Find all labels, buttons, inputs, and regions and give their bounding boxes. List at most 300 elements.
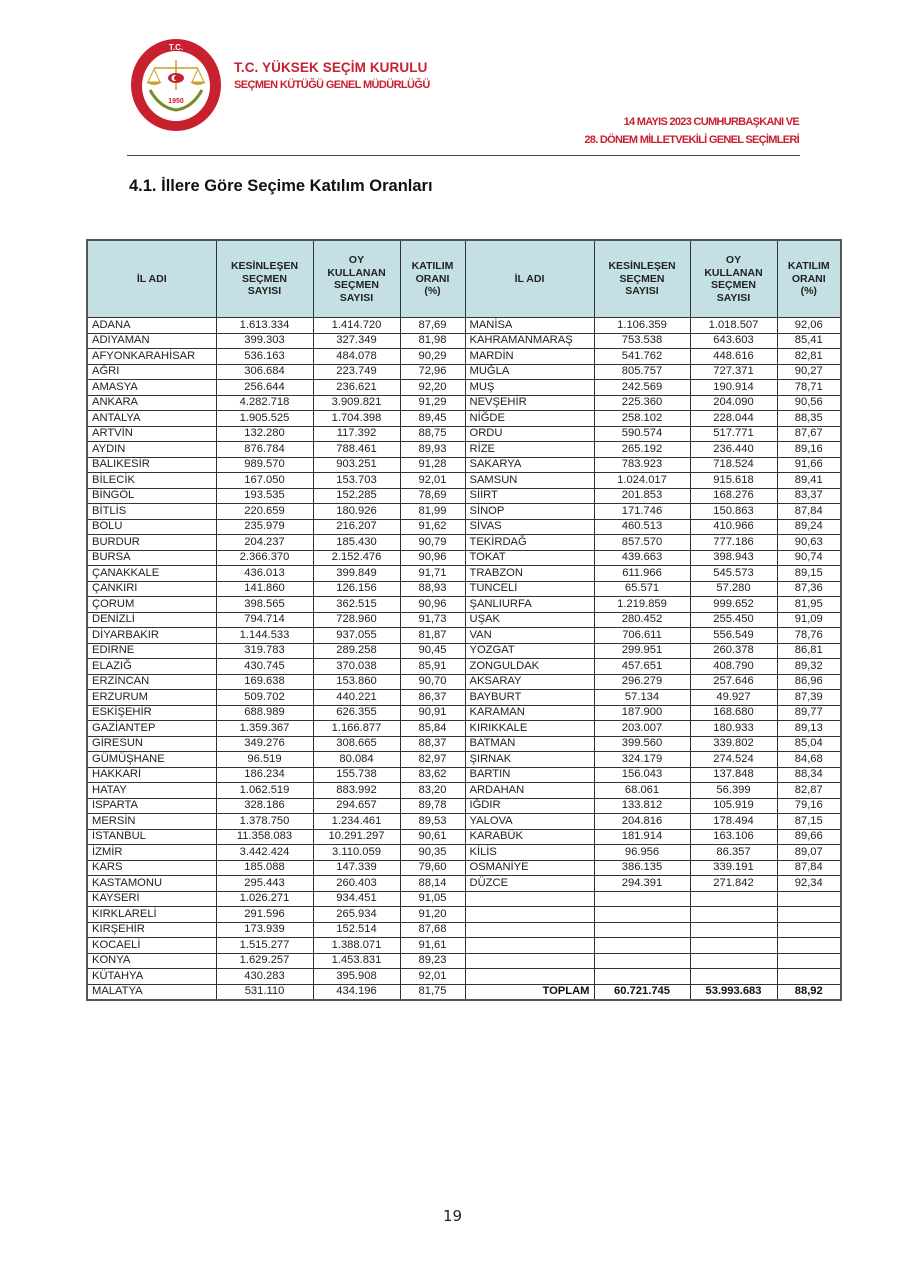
table-row bbox=[87, 845, 841, 861]
cell-registered: 235.979 bbox=[216, 519, 313, 535]
cell-turnout: 81,87 bbox=[400, 628, 465, 644]
cell-registered: 225.360 bbox=[594, 395, 690, 411]
cell-turnout: 90,61 bbox=[400, 829, 465, 845]
cell-name: SİİRT bbox=[465, 488, 594, 504]
cell-voted: 1.234.461 bbox=[313, 814, 400, 830]
table-row bbox=[87, 736, 841, 752]
cell-voted: 399.849 bbox=[313, 566, 400, 582]
empty-cell bbox=[777, 953, 841, 969]
cell-turnout: 89,15 bbox=[777, 566, 841, 582]
cell-registered: 133.812 bbox=[594, 798, 690, 814]
cell-turnout: 89,16 bbox=[777, 442, 841, 458]
cell-voted: 178.494 bbox=[690, 814, 777, 830]
cell-name: MANİSA bbox=[465, 318, 594, 334]
cell-registered: 306.684 bbox=[216, 364, 313, 380]
cell-turnout: 87,67 bbox=[777, 426, 841, 442]
cell-registered: 181.914 bbox=[594, 829, 690, 845]
cell-registered: 185.088 bbox=[216, 860, 313, 876]
cell-turnout: 88,35 bbox=[777, 411, 841, 427]
cell-turnout: 91,66 bbox=[777, 457, 841, 473]
cell-registered: 265.192 bbox=[594, 442, 690, 458]
cell-name: BATMAN bbox=[465, 736, 594, 752]
empty-cell bbox=[777, 891, 841, 907]
cell-turnout: 91,71 bbox=[400, 566, 465, 582]
logo-ring-text: YÜKSEK SEÇİM KURULU bbox=[142, 92, 210, 121]
cell-turnout: 89,23 bbox=[400, 953, 465, 969]
cell-registered: 68.061 bbox=[594, 783, 690, 799]
cell-voted: 223.749 bbox=[313, 364, 400, 380]
table-row bbox=[87, 380, 841, 396]
cell-voted: 448.616 bbox=[690, 349, 777, 365]
cell-registered: 204.237 bbox=[216, 535, 313, 551]
cell-registered: 319.783 bbox=[216, 643, 313, 659]
cell-turnout: 87,39 bbox=[777, 690, 841, 706]
cell-turnout: 89,41 bbox=[777, 473, 841, 489]
cell-turnout: 85,91 bbox=[400, 659, 465, 675]
cell-name: ARTVİN bbox=[87, 426, 216, 442]
cell-registered: 794.714 bbox=[216, 612, 313, 628]
cell-voted: 327.349 bbox=[313, 333, 400, 349]
empty-cell bbox=[465, 891, 594, 907]
cell-turnout: 91,05 bbox=[400, 891, 465, 907]
cell-name: ADANA bbox=[87, 318, 216, 334]
cell-voted: 434.196 bbox=[313, 984, 400, 1000]
cell-registered: 1.359.367 bbox=[216, 721, 313, 737]
cell-name: GAZİANTEP bbox=[87, 721, 216, 737]
cell-registered: 457.651 bbox=[594, 659, 690, 675]
empty-cell bbox=[465, 938, 594, 954]
cell-name: KAYSERİ bbox=[87, 891, 216, 907]
empty-cell bbox=[690, 891, 777, 907]
cell-name: ÇANKIRI bbox=[87, 581, 216, 597]
table-row bbox=[87, 922, 841, 938]
table-row bbox=[87, 628, 841, 644]
cell-name: KIRIKKALE bbox=[465, 721, 594, 737]
cell-voted: 255.450 bbox=[690, 612, 777, 628]
cell-name: GİRESUN bbox=[87, 736, 216, 752]
cell-name: AĞRI bbox=[87, 364, 216, 380]
election-title-line-1: 14 MAYIS 2023 CUMHURBAŞKANI VE bbox=[623, 116, 799, 128]
cell-name: ADIYAMAN bbox=[87, 333, 216, 349]
cell-turnout: 92,34 bbox=[777, 876, 841, 892]
cell-turnout: 90,63 bbox=[777, 535, 841, 551]
cell-voted: 49.927 bbox=[690, 690, 777, 706]
org-title: T.C. YÜKSEK SEÇİM KURULU bbox=[234, 60, 428, 75]
table-row bbox=[87, 674, 841, 690]
table-row bbox=[87, 907, 841, 923]
cell-turnout: 87,69 bbox=[400, 318, 465, 334]
cell-registered: 258.102 bbox=[594, 411, 690, 427]
empty-cell bbox=[690, 938, 777, 954]
cell-registered: 96.956 bbox=[594, 845, 690, 861]
cell-turnout: 84,68 bbox=[777, 752, 841, 768]
table-row bbox=[87, 860, 841, 876]
cell-turnout: 90,79 bbox=[400, 535, 465, 551]
cell-turnout: 89,24 bbox=[777, 519, 841, 535]
cell-name: ISPARTA bbox=[87, 798, 216, 814]
cell-voted: 180.933 bbox=[690, 721, 777, 737]
cell-registered: 1.106.359 bbox=[594, 318, 690, 334]
cell-voted: 934.451 bbox=[313, 891, 400, 907]
cell-name: KARABÜK bbox=[465, 829, 594, 845]
cell-registered: 201.853 bbox=[594, 488, 690, 504]
cell-name: MALATYA bbox=[87, 984, 216, 1000]
cell-name: OSMANİYE bbox=[465, 860, 594, 876]
ysk-emblem-icon bbox=[130, 38, 222, 132]
col-header-voted-2: OY KULLANAN SEÇMEN SAYISI bbox=[690, 240, 777, 318]
cell-registered: 1.062.519 bbox=[216, 783, 313, 799]
table-row bbox=[87, 829, 841, 845]
cell-voted: 274.524 bbox=[690, 752, 777, 768]
cell-name: KAHRAMANMARAŞ bbox=[465, 333, 594, 349]
cell-name: MERSİN bbox=[87, 814, 216, 830]
cell-turnout: 78,76 bbox=[777, 628, 841, 644]
total-voted: 53.993.683 bbox=[690, 984, 777, 1000]
cell-voted: 370.038 bbox=[313, 659, 400, 675]
cell-voted: 484.078 bbox=[313, 349, 400, 365]
cell-name: SAMSUN bbox=[465, 473, 594, 489]
cell-voted: 204.090 bbox=[690, 395, 777, 411]
page-number: 19 bbox=[442, 1207, 463, 1225]
table-row bbox=[87, 473, 841, 489]
cell-turnout: 89,07 bbox=[777, 845, 841, 861]
cell-registered: 173.939 bbox=[216, 922, 313, 938]
cell-turnout: 85,04 bbox=[777, 736, 841, 752]
table-row bbox=[87, 535, 841, 551]
cell-voted: 440.221 bbox=[313, 690, 400, 706]
cell-name: İZMİR bbox=[87, 845, 216, 861]
cell-voted: 728.960 bbox=[313, 612, 400, 628]
empty-cell bbox=[777, 969, 841, 985]
empty-cell bbox=[777, 922, 841, 938]
table-row bbox=[87, 411, 841, 427]
cell-turnout: 90,45 bbox=[400, 643, 465, 659]
table-row bbox=[87, 318, 841, 334]
logo-top-text: T.C. bbox=[168, 43, 184, 52]
cell-name: MUĞLA bbox=[465, 364, 594, 380]
empty-cell bbox=[465, 953, 594, 969]
cell-voted: 185.430 bbox=[313, 535, 400, 551]
col-header-turnout-2: KATILIM ORANI (%) bbox=[777, 240, 841, 318]
cell-registered: 328.186 bbox=[216, 798, 313, 814]
cell-name: SAKARYA bbox=[465, 457, 594, 473]
cell-registered: 349.276 bbox=[216, 736, 313, 752]
cell-registered: 611.966 bbox=[594, 566, 690, 582]
cell-voted: 216.207 bbox=[313, 519, 400, 535]
empty-cell bbox=[777, 938, 841, 954]
cell-registered: 280.452 bbox=[594, 612, 690, 628]
cell-name: ŞANLIURFA bbox=[465, 597, 594, 613]
cell-turnout: 89,78 bbox=[400, 798, 465, 814]
cell-registered: 296.279 bbox=[594, 674, 690, 690]
cell-name: BAYBURT bbox=[465, 690, 594, 706]
cell-registered: 430.745 bbox=[216, 659, 313, 675]
table-row bbox=[87, 612, 841, 628]
cell-turnout: 83,20 bbox=[400, 783, 465, 799]
cell-registered: 299.951 bbox=[594, 643, 690, 659]
cell-registered: 294.391 bbox=[594, 876, 690, 892]
cell-voted: 228.044 bbox=[690, 411, 777, 427]
cell-turnout: 81,98 bbox=[400, 333, 465, 349]
cell-registered: 1.024.017 bbox=[594, 473, 690, 489]
empty-cell bbox=[594, 907, 690, 923]
cell-voted: 1.388.071 bbox=[313, 938, 400, 954]
cell-voted: 626.355 bbox=[313, 705, 400, 721]
col-header-registered: KESİNLEŞEN SEÇMEN SAYISI bbox=[216, 240, 313, 318]
cell-name: BURDUR bbox=[87, 535, 216, 551]
cell-turnout: 88,37 bbox=[400, 736, 465, 752]
election-title-line-2: 28. DÖNEM MİLLETVEKİLİ GENEL SEÇİMLERİ bbox=[584, 134, 799, 146]
cell-name: BARTIN bbox=[465, 767, 594, 783]
cell-voted: 126.156 bbox=[313, 581, 400, 597]
section-title: 4.1. İllere Göre Seçime Katılım Oranları bbox=[129, 177, 433, 195]
cell-voted: 1.704.398 bbox=[313, 411, 400, 427]
cell-voted: 999.652 bbox=[690, 597, 777, 613]
cell-voted: 937.055 bbox=[313, 628, 400, 644]
table-row bbox=[87, 953, 841, 969]
cell-turnout: 89,66 bbox=[777, 829, 841, 845]
cell-name: AFYONKARAHİSAR bbox=[87, 349, 216, 365]
cell-turnout: 88,75 bbox=[400, 426, 465, 442]
cell-voted: 1.166.877 bbox=[313, 721, 400, 737]
cell-registered: 541.762 bbox=[594, 349, 690, 365]
cell-turnout: 89,32 bbox=[777, 659, 841, 675]
col-header-province-2: İL ADI bbox=[465, 240, 594, 318]
cell-turnout: 87,84 bbox=[777, 860, 841, 876]
cell-voted: 408.790 bbox=[690, 659, 777, 675]
col-header-voted: OY KULLANAN SEÇMEN SAYISI bbox=[313, 240, 400, 318]
cell-turnout: 87,68 bbox=[400, 922, 465, 938]
cell-registered: 3.442.424 bbox=[216, 845, 313, 861]
table-row bbox=[87, 690, 841, 706]
cell-registered: 132.280 bbox=[216, 426, 313, 442]
table-row bbox=[87, 891, 841, 907]
table-row bbox=[87, 938, 841, 954]
table-row bbox=[87, 798, 841, 814]
cell-turnout: 91,61 bbox=[400, 938, 465, 954]
cell-turnout: 87,15 bbox=[777, 814, 841, 830]
cell-registered: 399.303 bbox=[216, 333, 313, 349]
cell-voted: 153.860 bbox=[313, 674, 400, 690]
cell-turnout: 89,77 bbox=[777, 705, 841, 721]
cell-name: SİNOP bbox=[465, 504, 594, 520]
cell-registered: 805.757 bbox=[594, 364, 690, 380]
cell-registered: 1.515.277 bbox=[216, 938, 313, 954]
table-row bbox=[87, 876, 841, 892]
cell-name: ANKARA bbox=[87, 395, 216, 411]
cell-name: ERZİNCAN bbox=[87, 674, 216, 690]
cell-turnout: 92,01 bbox=[400, 473, 465, 489]
empty-cell bbox=[690, 922, 777, 938]
table-row bbox=[87, 550, 841, 566]
cell-registered: 1.378.750 bbox=[216, 814, 313, 830]
cell-name: KIRŞEHİR bbox=[87, 922, 216, 938]
turnout-table bbox=[86, 239, 842, 1001]
cell-registered: 536.163 bbox=[216, 349, 313, 365]
cell-turnout: 92,06 bbox=[777, 318, 841, 334]
cell-name: KARS bbox=[87, 860, 216, 876]
cell-voted: 1.453.831 bbox=[313, 953, 400, 969]
cell-name: KARAMAN bbox=[465, 705, 594, 721]
cell-voted: 265.934 bbox=[313, 907, 400, 923]
cell-voted: 152.285 bbox=[313, 488, 400, 504]
cell-voted: 395.908 bbox=[313, 969, 400, 985]
cell-registered: 1.026.271 bbox=[216, 891, 313, 907]
empty-cell bbox=[594, 922, 690, 938]
cell-turnout: 86,37 bbox=[400, 690, 465, 706]
cell-registered: 436.013 bbox=[216, 566, 313, 582]
cell-voted: 257.646 bbox=[690, 674, 777, 690]
cell-registered: 590.574 bbox=[594, 426, 690, 442]
total-label: TOPLAM bbox=[465, 984, 594, 1000]
cell-turnout: 72,96 bbox=[400, 364, 465, 380]
cell-registered: 399.560 bbox=[594, 736, 690, 752]
cell-voted: 271.842 bbox=[690, 876, 777, 892]
cell-turnout: 85,41 bbox=[777, 333, 841, 349]
cell-voted: 80.084 bbox=[313, 752, 400, 768]
cell-turnout: 90,27 bbox=[777, 364, 841, 380]
cell-registered: 242.569 bbox=[594, 380, 690, 396]
cell-voted: 1.414.720 bbox=[313, 318, 400, 334]
table-row bbox=[87, 395, 841, 411]
cell-registered: 857.570 bbox=[594, 535, 690, 551]
cell-name: ELAZIĞ bbox=[87, 659, 216, 675]
cell-voted: 57.280 bbox=[690, 581, 777, 597]
empty-cell bbox=[594, 953, 690, 969]
cell-voted: 137.848 bbox=[690, 767, 777, 783]
empty-cell bbox=[594, 969, 690, 985]
table-row bbox=[87, 457, 841, 473]
cell-registered: 295.443 bbox=[216, 876, 313, 892]
table-row bbox=[87, 426, 841, 442]
cell-voted: 727.371 bbox=[690, 364, 777, 380]
table-row bbox=[87, 643, 841, 659]
cell-registered: 783.923 bbox=[594, 457, 690, 473]
cell-name: MUŞ bbox=[465, 380, 594, 396]
table-row bbox=[87, 705, 841, 721]
cell-registered: 1.905.525 bbox=[216, 411, 313, 427]
cell-name: KASTAMONU bbox=[87, 876, 216, 892]
cell-registered: 220.659 bbox=[216, 504, 313, 520]
cell-turnout: 92,20 bbox=[400, 380, 465, 396]
cell-name: YOZGAT bbox=[465, 643, 594, 659]
cell-name: BALIKESİR bbox=[87, 457, 216, 473]
cell-name: EDİRNE bbox=[87, 643, 216, 659]
cell-registered: 4.282.718 bbox=[216, 395, 313, 411]
cell-registered: 706.611 bbox=[594, 628, 690, 644]
cell-turnout: 91,62 bbox=[400, 519, 465, 535]
cell-name: GÜMÜŞHANE bbox=[87, 752, 216, 768]
cell-turnout: 91,28 bbox=[400, 457, 465, 473]
table-row bbox=[87, 969, 841, 985]
cell-voted: 10.291.297 bbox=[313, 829, 400, 845]
cell-registered: 167.050 bbox=[216, 473, 313, 489]
col-header-turnout: KATILIM ORANI (%) bbox=[400, 240, 465, 318]
cell-name: İSTANBUL bbox=[87, 829, 216, 845]
cell-name: ESKİŞEHİR bbox=[87, 705, 216, 721]
cell-turnout: 90,96 bbox=[400, 550, 465, 566]
empty-cell bbox=[690, 969, 777, 985]
cell-name: ÇORUM bbox=[87, 597, 216, 613]
cell-registered: 1.613.334 bbox=[216, 318, 313, 334]
cell-name: BİTLİS bbox=[87, 504, 216, 520]
cell-name: BİLECİK bbox=[87, 473, 216, 489]
cell-registered: 11.358.083 bbox=[216, 829, 313, 845]
cell-voted: 260.378 bbox=[690, 643, 777, 659]
cell-voted: 236.621 bbox=[313, 380, 400, 396]
empty-cell bbox=[594, 938, 690, 954]
cell-turnout: 86,81 bbox=[777, 643, 841, 659]
cell-voted: 117.392 bbox=[313, 426, 400, 442]
empty-cell bbox=[465, 907, 594, 923]
table-row bbox=[87, 519, 841, 535]
empty-cell bbox=[594, 891, 690, 907]
table-row bbox=[87, 814, 841, 830]
cell-registered: 688.989 bbox=[216, 705, 313, 721]
table-row bbox=[87, 566, 841, 582]
cell-voted: 180.926 bbox=[313, 504, 400, 520]
cell-voted: 883.992 bbox=[313, 783, 400, 799]
table-row bbox=[87, 504, 841, 520]
cell-turnout: 81,75 bbox=[400, 984, 465, 1000]
cell-registered: 386.135 bbox=[594, 860, 690, 876]
cell-name: BİNGÖL bbox=[87, 488, 216, 504]
cell-name: RİZE bbox=[465, 442, 594, 458]
cell-turnout: 90,91 bbox=[400, 705, 465, 721]
cell-turnout: 90,35 bbox=[400, 845, 465, 861]
cell-voted: 308.665 bbox=[313, 736, 400, 752]
cell-name: HAKKARİ bbox=[87, 767, 216, 783]
cell-registered: 65.571 bbox=[594, 581, 690, 597]
cell-registered: 324.179 bbox=[594, 752, 690, 768]
cell-voted: 3.909.821 bbox=[313, 395, 400, 411]
cell-registered: 204.816 bbox=[594, 814, 690, 830]
cell-name: TRABZON bbox=[465, 566, 594, 582]
cell-name: ERZURUM bbox=[87, 690, 216, 706]
cell-turnout: 82,81 bbox=[777, 349, 841, 365]
cell-voted: 86.357 bbox=[690, 845, 777, 861]
cell-voted: 150.863 bbox=[690, 504, 777, 520]
cell-voted: 339.802 bbox=[690, 736, 777, 752]
table-body bbox=[87, 318, 841, 1001]
cell-voted: 3.110.059 bbox=[313, 845, 400, 861]
cell-name: NİĞDE bbox=[465, 411, 594, 427]
table-row bbox=[87, 984, 841, 1000]
cell-registered: 193.535 bbox=[216, 488, 313, 504]
cell-turnout: 88,34 bbox=[777, 767, 841, 783]
cell-registered: 753.538 bbox=[594, 333, 690, 349]
cell-name: ÇANAKKALE bbox=[87, 566, 216, 582]
table-row bbox=[87, 597, 841, 613]
cell-registered: 1.219.859 bbox=[594, 597, 690, 613]
cell-turnout: 79,16 bbox=[777, 798, 841, 814]
cell-name: YALOVA bbox=[465, 814, 594, 830]
cell-turnout: 89,45 bbox=[400, 411, 465, 427]
table-row bbox=[87, 442, 841, 458]
cell-voted: 643.603 bbox=[690, 333, 777, 349]
cell-voted: 236.440 bbox=[690, 442, 777, 458]
cell-name: ŞIRNAK bbox=[465, 752, 594, 768]
cell-registered: 291.596 bbox=[216, 907, 313, 923]
cell-name: ORDU bbox=[465, 426, 594, 442]
cell-registered: 1.629.257 bbox=[216, 953, 313, 969]
cell-voted: 339.191 bbox=[690, 860, 777, 876]
cell-name: ANTALYA bbox=[87, 411, 216, 427]
cell-registered: 439.663 bbox=[594, 550, 690, 566]
cell-name: DÜZCE bbox=[465, 876, 594, 892]
empty-cell bbox=[690, 953, 777, 969]
cell-registered: 96.519 bbox=[216, 752, 313, 768]
